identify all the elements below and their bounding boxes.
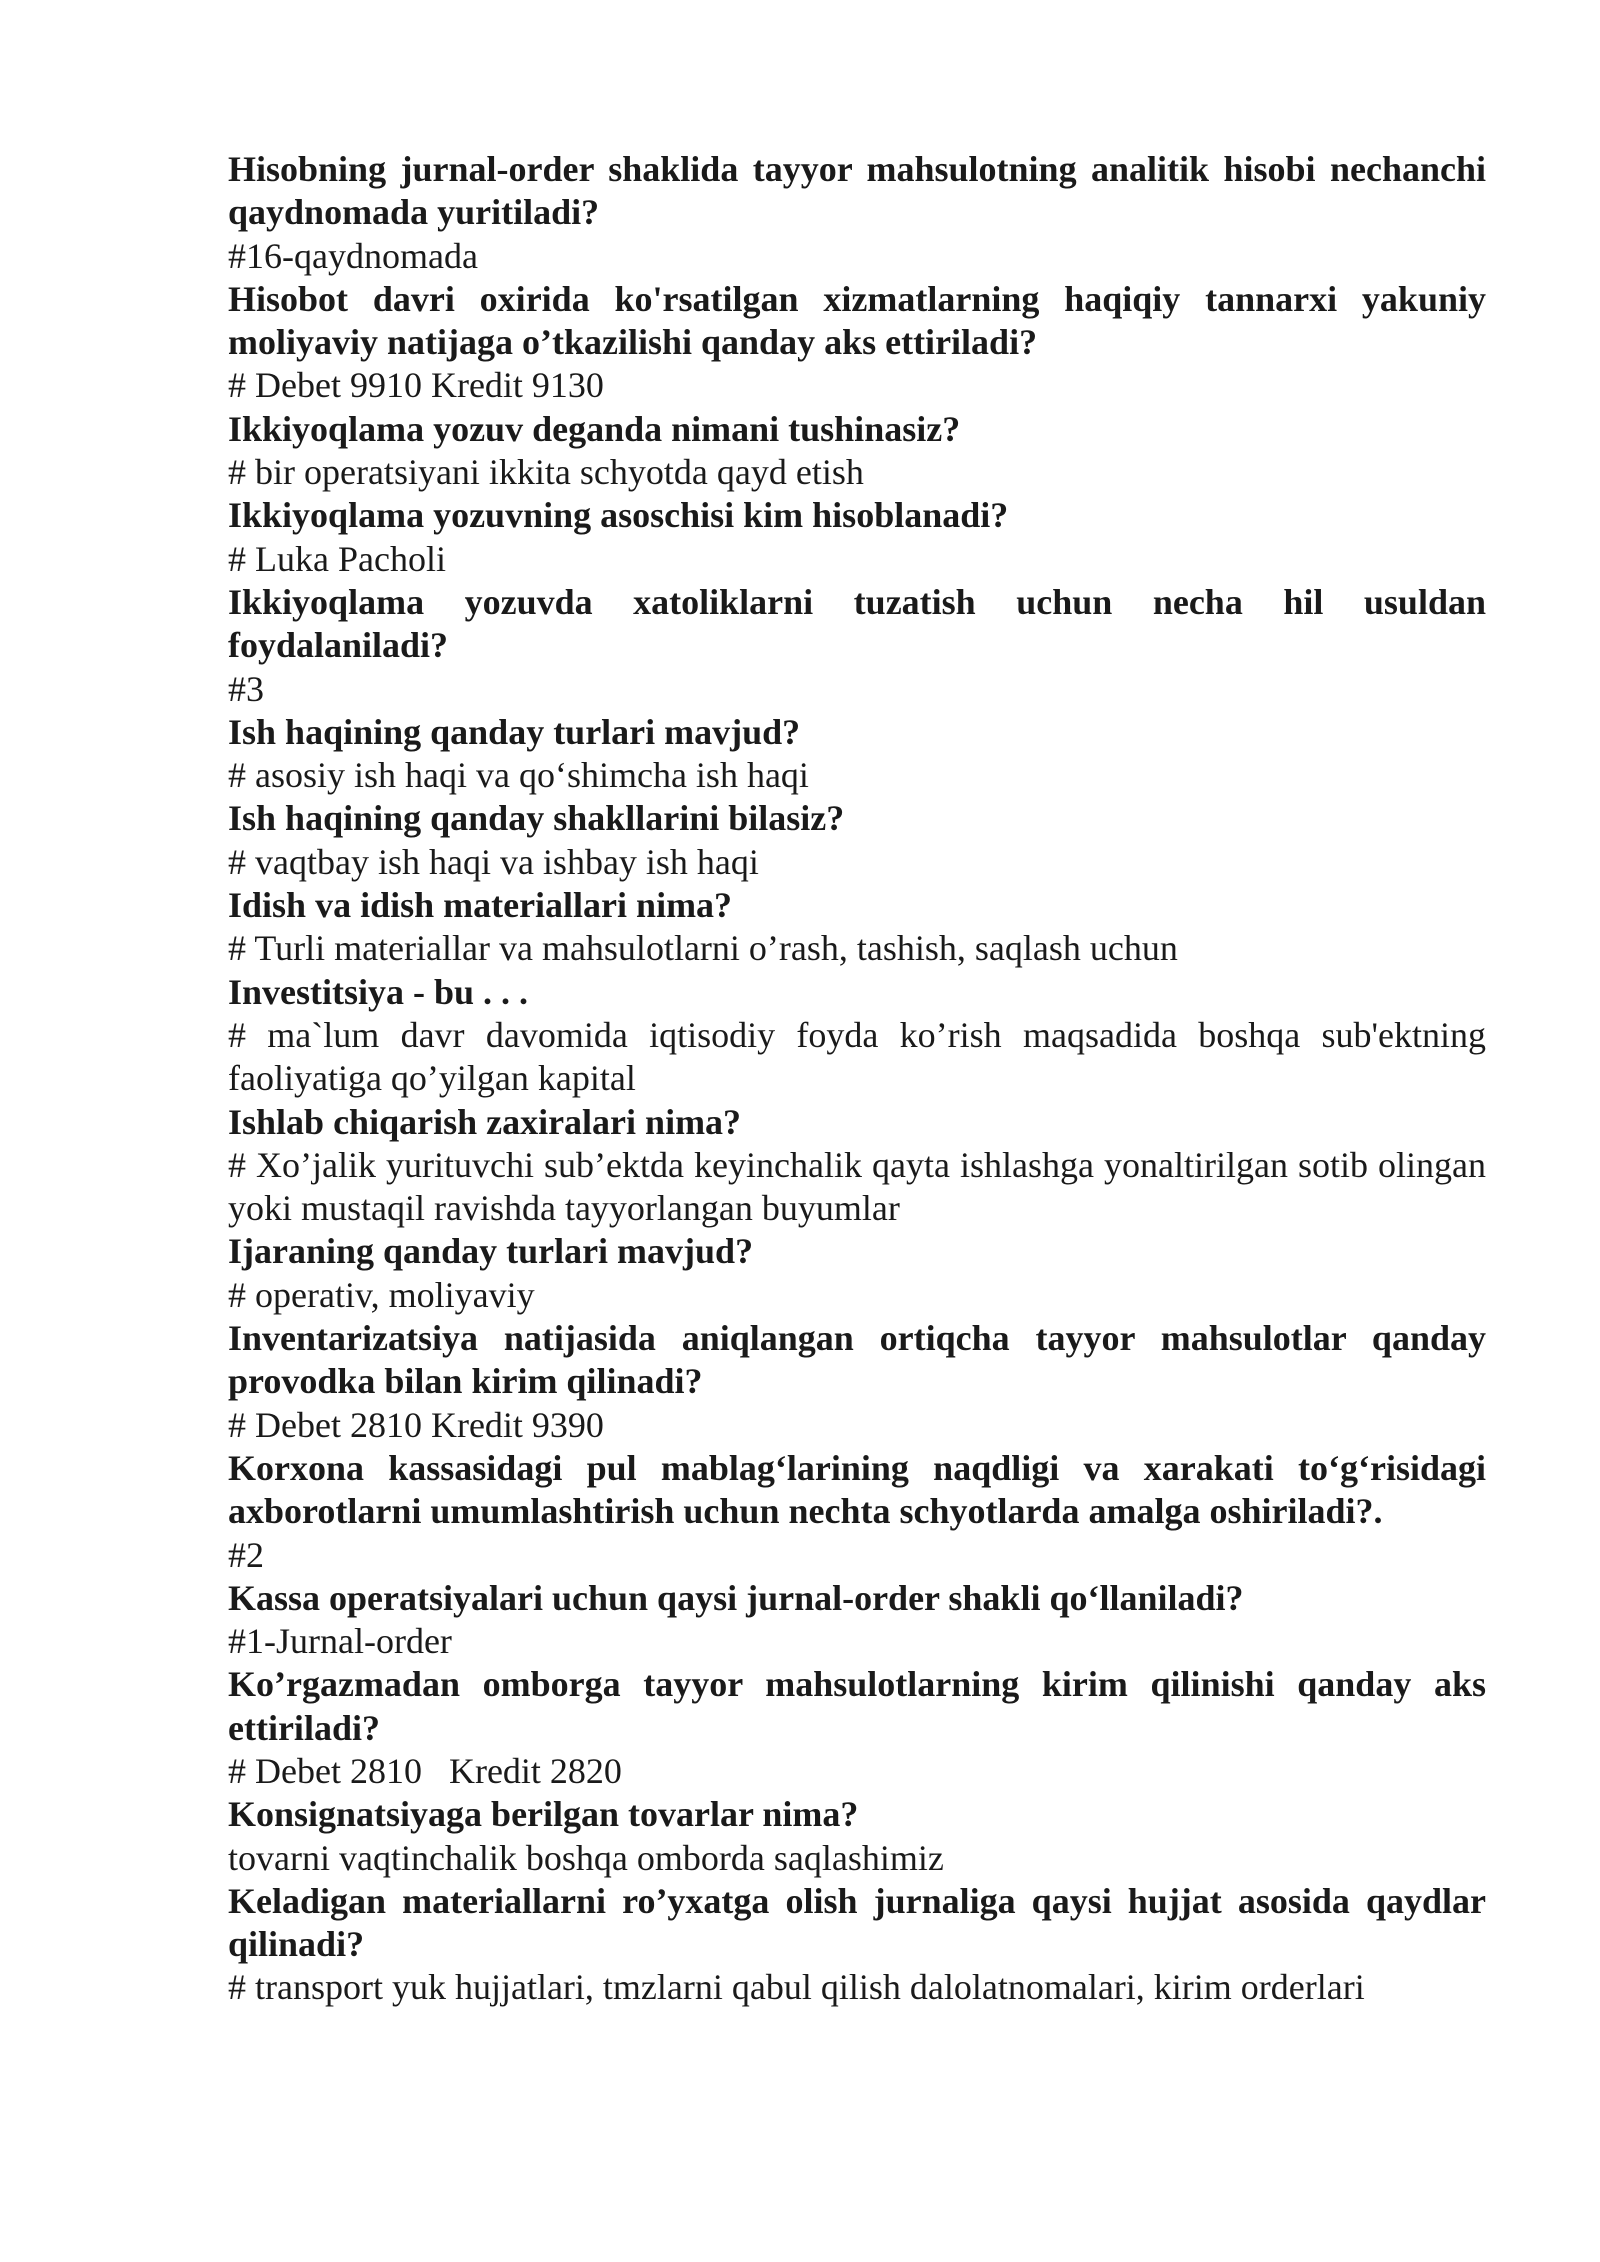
question-text: Ko’rgazmadan omborga tayyor mahsulotlarning kirim qilinishi qanday aks ettiriladi? — [228, 1664, 1486, 1748]
question-text: Keladigan materiallarni ro’yxatga olish jurnaliga qaysi hujjat asosida qaydlar qilinadi? — [228, 1880, 1486, 1965]
answer-text: # bir operatsiyani ikkita schyotda qayd etish — [228, 452, 864, 493]
answer-text: # Luka Pacholi — [228, 538, 446, 579]
qa-item — [228, 1577, 1486, 1664]
answer-text: # Debet 2810 Kredit 9390 — [228, 1404, 604, 1445]
document-body — [228, 148, 1486, 2010]
answer-text: #1-Jurnal-order — [228, 1621, 452, 1662]
question-text: Ikkiyoqlama yozuvda xatoliklarni tuzatish uchun necha hil usuldan foydalaniladi? — [228, 581, 1486, 666]
answer-text: #16-qaydnomada — [228, 235, 478, 276]
question-text: Hisobot davri oxirida ko'rsatilgan xizmatlarning haqiqiy tannarxi yakuniy moliyaviy natijaga o’tkazilishi qanday aks ettiriladi? — [228, 278, 1486, 363]
qa-item — [228, 494, 1486, 581]
question-text: Ish haqining qanday turlari mavjud? — [228, 711, 801, 752]
question-text: Kassa operatsiyalari uchun qaysi jurnal-order shakli qo‘llaniladi? — [228, 1577, 1244, 1618]
question-text: Inventarizatsiya natijasida aniqlangan ortiqcha tayyor mahsulotlar qanday provodka bilan kirim qilinadi? — [228, 1318, 1486, 1402]
answer-text: # asosiy ish haqi va qo‘shimcha ish haqi — [228, 755, 809, 796]
question-text: Ish haqining qanday shakllarini bilasiz? — [228, 798, 845, 839]
answer-text: # ma`lum davr davomida iqtisodiy foyda ko’rish maqsadida boshqa sub'ektning faoliyatiga qo’yilgan kapital — [228, 1014, 1486, 1099]
question-text: Konsignatsiyaga berilgan tovarlar nima? — [228, 1794, 859, 1835]
qa-item — [228, 797, 1486, 884]
question-text: Ikkiyoqlama yozuv deganda nimani tushinasiz? — [228, 408, 961, 449]
qa-item — [228, 711, 1486, 798]
question-text: Investitsiya - bu . . . — [228, 971, 529, 1012]
qa-item — [228, 278, 1486, 408]
qa-item — [228, 1447, 1486, 1577]
qa-item — [228, 1793, 1486, 1880]
question-text: Ikkiyoqlama yozuvning asoschisi kim hisoblanadi? — [228, 495, 1009, 536]
answer-text: # operativ, moliyaviy — [228, 1274, 535, 1315]
answer-text: tovarni vaqtinchalik boshqa omborda saqlashimiz — [228, 1837, 944, 1878]
qa-item — [228, 1101, 1486, 1231]
answer-text: # Turli materiallar va mahsulotlarni o’rash, tashish, saqlash uchun — [228, 928, 1178, 969]
qa-item — [228, 408, 1486, 495]
answer-text: # transport yuk hujjatlari, tmzlarni qabul qilish dalolatnomalari, kirim orderlari — [228, 1967, 1365, 2008]
qa-item — [228, 884, 1486, 971]
answer-text: # Xo’jalik yurituvchi sub’ektda keyinchalik qayta ishlashga yonaltirilgan sotib olingan yoki mustaqil ravishda tayyorlangan buyumlar — [228, 1144, 1486, 1229]
question-text: Korxona kassasidagi pul mablag‘larining naqdligi va xarakati to‘g‘risidagi axborotlarni umumlashtirish uchun nechta schyotlarda amalga oshiriladi?. — [228, 1447, 1486, 1532]
answer-text: # Debet 2810 Kredit 2820 — [228, 1750, 622, 1791]
qa-item — [228, 1230, 1486, 1317]
question-text: Ijaraning qanday turlari mavjud? — [228, 1231, 754, 1272]
answer-text: #2 — [228, 1534, 264, 1575]
qa-item — [228, 1880, 1486, 2010]
qa-item — [228, 581, 1486, 711]
question-text: Hisobning jurnal-order shaklida tayyor mahsulotning analitik hisobi nechanchi qaydnomada yuritiladi? — [228, 149, 1486, 233]
qa-item — [228, 148, 1486, 278]
qa-item — [228, 1317, 1486, 1447]
answer-text: # vaqtbay ish haqi va ishbay ish haqi — [228, 841, 759, 882]
answer-text: # Debet 9910 Kredit 9130 — [228, 365, 604, 406]
answer-text: #3 — [228, 668, 264, 709]
question-text: Idish va idish materiallari nima? — [228, 885, 733, 926]
qa-item — [228, 1663, 1486, 1793]
question-text: Ishlab chiqarish zaxiralari nima? — [228, 1101, 742, 1142]
qa-item — [228, 971, 1486, 1101]
